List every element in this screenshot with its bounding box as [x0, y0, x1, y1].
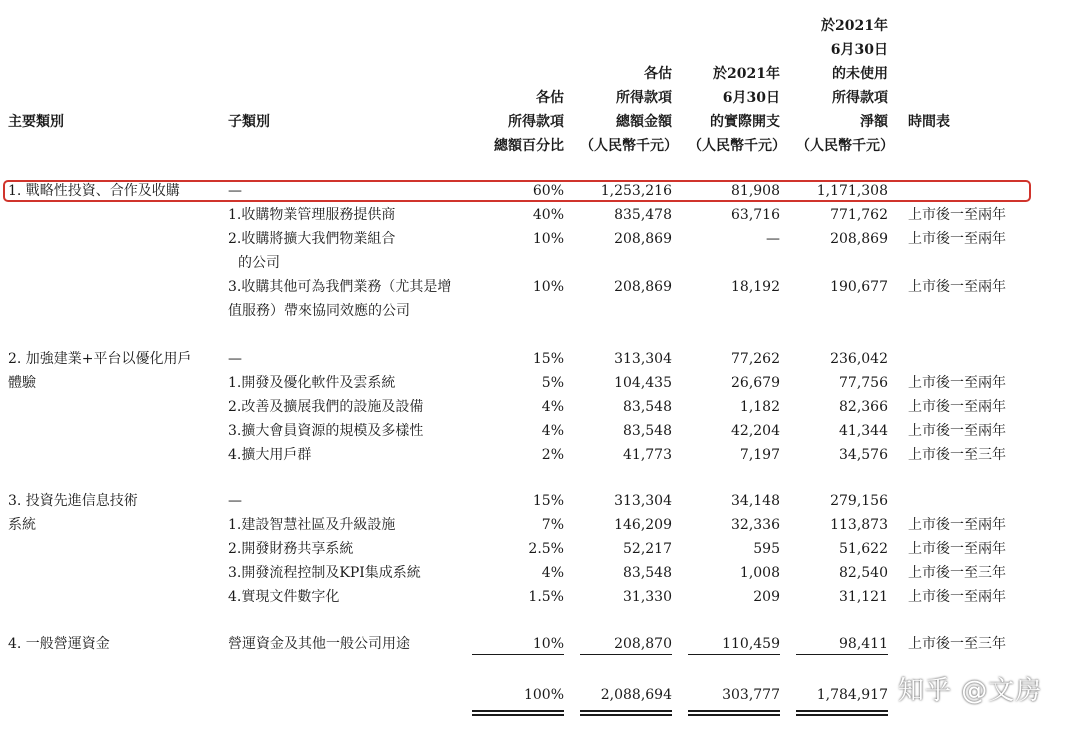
row-unused: 771,762: [830, 207, 888, 223]
row-sub-category: —: [228, 183, 242, 199]
row-used: 32,336: [731, 517, 780, 533]
row-sub-category: 營運資金及其他一般公司用途: [228, 636, 410, 652]
row-unused: 236,042: [830, 351, 888, 367]
header-unused-line: 所得款項: [832, 90, 888, 106]
row-main-category: 4. 一般營運資金: [8, 636, 110, 652]
row-used: 1,182: [739, 399, 780, 415]
header-sub-category: 子類別: [228, 114, 270, 130]
row-amount: 83,548: [623, 423, 672, 439]
row-pct: 10%: [532, 636, 564, 652]
row-timeline: 上市後一至三年: [908, 636, 1006, 652]
header-amount-line: 各估: [644, 66, 672, 82]
header-pct-line: 總額百分比: [494, 138, 564, 154]
row-amount: 313,304: [614, 351, 672, 367]
row-sub-category: 2.開發財務共享系統: [228, 541, 354, 557]
row-unused: 51,622: [839, 541, 888, 557]
header-unused-line: 於2021年: [821, 18, 888, 34]
subtotal-line-used: [688, 654, 780, 655]
row-used: 77,262: [731, 351, 780, 367]
header-pct-line: 各估: [536, 90, 564, 106]
row-unused: 41,344: [839, 423, 888, 439]
header-used-line: （人民幣千元）: [688, 138, 786, 154]
total-used: 303,777: [722, 687, 780, 703]
header-used-line: 的實際開支: [710, 114, 780, 130]
total-amount: 2,088,694: [600, 687, 672, 703]
header-amount-line: 所得款項: [616, 90, 672, 106]
row-used: 42,204: [731, 423, 780, 439]
row-pct: 10%: [532, 231, 564, 247]
row-sub-category: 2.收購將擴大我們物業組合: [228, 231, 396, 247]
row-main-category: 體驗: [8, 375, 36, 391]
row-amount: 52,217: [623, 541, 672, 557]
row-timeline: 上市後一至兩年: [908, 517, 1006, 533]
row-timeline: 上市後一至三年: [908, 447, 1006, 463]
subtotal-line-unused: [796, 654, 888, 655]
total-double-line-amt-a: [580, 710, 672, 712]
header-unused-line: 6月30日: [830, 42, 888, 58]
total-pct: 100%: [523, 687, 564, 703]
row-sub-category: —: [228, 493, 242, 509]
row-sub-category: 3.收購其他可為我們業務（尤其是增: [228, 279, 452, 295]
highlight-box: [3, 180, 1031, 202]
total-double-line-pct-b: [472, 714, 564, 716]
row-sub-category: —: [228, 351, 242, 367]
row-pct: 60%: [532, 183, 564, 199]
row-used: 110,459: [722, 636, 780, 652]
row-timeline: 上市後一至兩年: [908, 231, 1006, 247]
row-unused: 31,121: [839, 589, 888, 605]
row-unused: 208,869: [830, 231, 888, 247]
row-sub-category: 值服務）帶來協同效應的公司: [228, 303, 410, 319]
subtotal-line-amt: [580, 654, 672, 655]
row-unused: 82,366: [839, 399, 888, 415]
row-main-category: 2. 加強建業+平台以優化用戶: [8, 351, 192, 367]
row-unused: 77,756: [839, 375, 888, 391]
row-pct: 1.5%: [528, 589, 564, 605]
row-used: 595: [753, 541, 780, 557]
row-used: 18,192: [731, 279, 780, 295]
row-amount: 208,870: [614, 636, 672, 652]
row-pct: 7%: [541, 517, 564, 533]
row-sub-category: 4.擴大用戶群: [228, 447, 312, 463]
row-amount: 41,773: [623, 447, 672, 463]
row-amount: 104,435: [614, 375, 672, 391]
row-pct: 2.5%: [528, 541, 564, 557]
row-unused: 113,873: [830, 517, 888, 533]
row-unused: 98,411: [839, 636, 888, 652]
row-main-category: 3. 投資先進信息技術: [8, 493, 138, 509]
row-used: 1,008: [739, 565, 780, 581]
row-unused: 279,156: [830, 493, 888, 509]
row-pct: 15%: [532, 493, 564, 509]
row-unused: 190,677: [830, 279, 888, 295]
row-pct: 5%: [541, 375, 564, 391]
row-main-category: 1. 戰略性投資、合作及收購: [8, 183, 180, 199]
row-timeline: 上市後一至三年: [908, 565, 1006, 581]
row-used: 34,148: [731, 493, 780, 509]
row-amount: 835,478: [614, 207, 672, 223]
header-pct-line: 所得款項: [508, 114, 564, 130]
row-used: 7,197: [739, 447, 780, 463]
row-pct: 40%: [532, 207, 564, 223]
row-used: 63,716: [731, 207, 780, 223]
row-timeline: 上市後一至兩年: [908, 541, 1006, 557]
row-sub-category: 1.建設智慧社區及升級設施: [228, 517, 396, 533]
row-used: 81,908: [731, 183, 780, 199]
row-used: 209: [753, 589, 780, 605]
row-amount: 313,304: [614, 493, 672, 509]
header-timeline: 時間表: [908, 114, 950, 130]
header-used-line: 於2021年: [713, 66, 780, 82]
header-amount-line: （人民幣千元）: [580, 138, 678, 154]
row-sub-category: 的公司: [238, 255, 280, 271]
subtotal-line-pct: [472, 654, 564, 655]
row-unused: 82,540: [839, 565, 888, 581]
row-used: —: [766, 231, 780, 247]
row-sub-category: 3.擴大會員資源的規模及多樣性: [228, 423, 424, 439]
row-pct: 4%: [541, 565, 564, 581]
row-pct: 10%: [532, 279, 564, 295]
row-main-category: 系統: [8, 517, 36, 533]
header-unused-line: （人民幣千元）: [796, 138, 894, 154]
row-unused: 34,576: [839, 447, 888, 463]
header-unused-line: 淨額: [860, 114, 888, 130]
total-double-line-amt-b: [580, 714, 672, 716]
header-unused-line: 的未使用: [832, 66, 888, 82]
total-double-line-used-b: [688, 714, 780, 716]
row-amount: 1,253,216: [600, 183, 672, 199]
header-main-category: 主要類別: [8, 114, 64, 130]
total-double-line-used-a: [688, 710, 780, 712]
total-double-line-unused-b: [796, 714, 888, 716]
row-sub-category: 3.開發流程控制及KPI集成系統: [228, 565, 421, 581]
total-double-line-pct-a: [472, 710, 564, 712]
row-sub-category: 4.實現文件數字化: [228, 589, 340, 605]
row-amount: 208,869: [614, 279, 672, 295]
row-sub-category: 1.開發及優化軟件及雲系統: [228, 375, 396, 391]
row-amount: 208,869: [614, 231, 672, 247]
row-sub-category: 2.改善及擴展我們的設施及設備: [228, 399, 424, 415]
row-sub-category: 1.收購物業管理服務提供商: [228, 207, 396, 223]
row-timeline: 上市後一至兩年: [908, 423, 1006, 439]
row-timeline: 上市後一至兩年: [908, 207, 1006, 223]
row-pct: 2%: [541, 447, 564, 463]
row-used: 26,679: [731, 375, 780, 391]
row-pct: 4%: [541, 423, 564, 439]
row-amount: 83,548: [623, 399, 672, 415]
header-amount-line: 總額金額: [616, 114, 672, 130]
watermark: 知乎 @文房: [898, 676, 1043, 706]
row-pct: 4%: [541, 399, 564, 415]
total-double-line-unused-a: [796, 710, 888, 712]
row-timeline: 上市後一至兩年: [908, 399, 1006, 415]
row-amount: 31,330: [623, 589, 672, 605]
row-unused: 1,171,308: [816, 183, 888, 199]
row-amount: 83,548: [623, 565, 672, 581]
total-unused: 1,784,917: [816, 687, 888, 703]
row-timeline: 上市後一至兩年: [908, 375, 1006, 391]
row-timeline: 上市後一至兩年: [908, 589, 1006, 605]
header-used-line: 6月30日: [722, 90, 780, 106]
row-timeline: 上市後一至兩年: [908, 279, 1006, 295]
row-amount: 146,209: [614, 517, 672, 533]
row-pct: 15%: [532, 351, 564, 367]
